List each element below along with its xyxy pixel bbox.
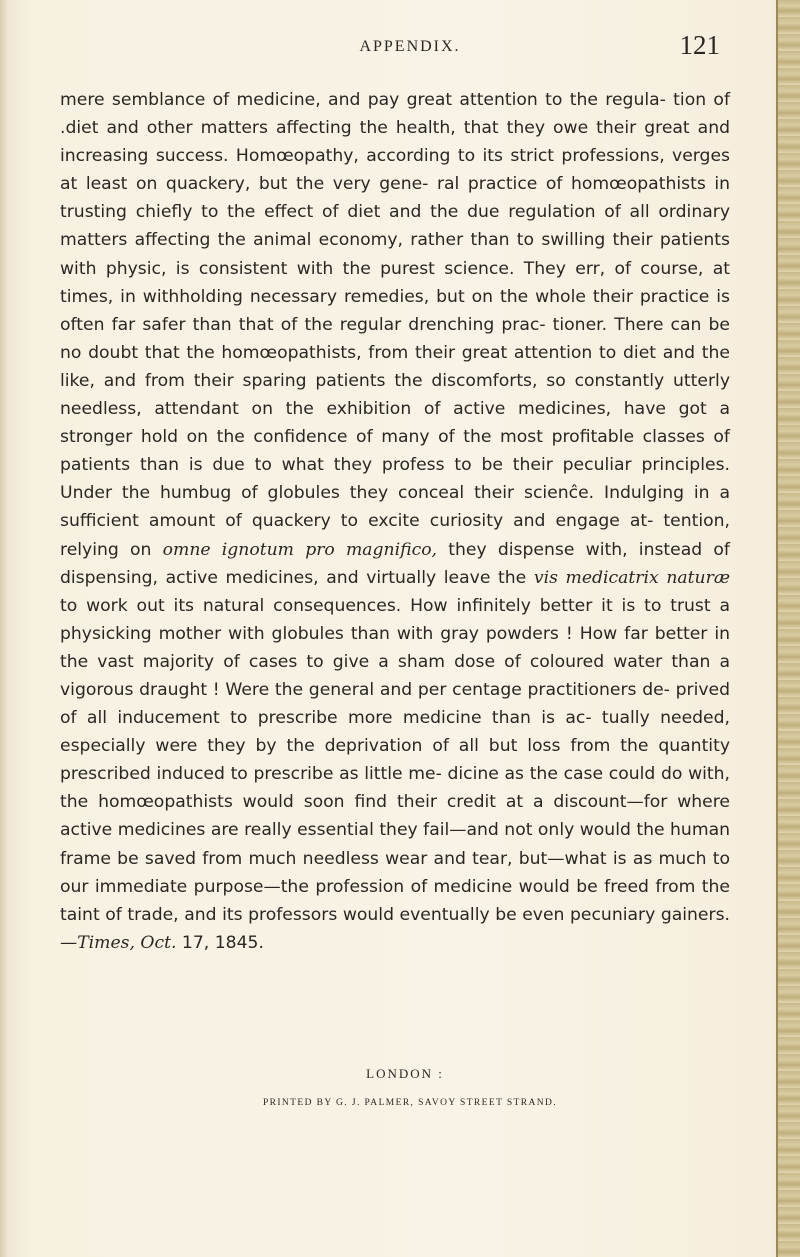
- imprint-printer: PRINTED BY G. J. PALMER, SAVOY STREET STRAND.: [262, 1098, 558, 1108]
- imprint-city: LONDON :: [366, 1066, 444, 1081]
- body-text-part-3: to work out its natural consequences. How infinitely better it is to trust a physicking mother with globules than with gray powders ! How far better in the vast majority of cases to give a sham dose of coloured water than a vigorous draught ! Were the general and per centage practitioners de- prived of all inducement to prescribe more medicine than is ac- tually needed, especially were they by the deprivation of all but loss from the quantity prescribed induced to prescribe as little me- dicine as the case could do with, the homœopathists would soon find their credit at a discount—for where active medicines are really essential they fail—and not only would the human frame be saved from much needless wear and tear, but—what is as much to our immediate purpose—the profession of medicine would be freed from the taint of trade, and its professors would eventually be even pecuniary gainers.—: [60, 595, 730, 953]
- page-left-edge: [0, 0, 8, 1257]
- page-number: 121: [679, 30, 720, 60]
- italic-latin-phrase-1: omne ignotum pro magnifico,: [162, 539, 438, 560]
- body-paragraph: [60, 86, 730, 957]
- running-head: APPENDIX.: [359, 38, 461, 55]
- body-text-part-1: mere semblance of medicine, and pay great attention to the regula- tion of .diet and other matters affecting the health, that they owe their great and increasing success. Homœopathy, according to its strict professions, verges at least on quackery, but the very gene- ral practice of homœopathists in trusting chiefly to the effect of diet and the due regulation of all ordinary matters affecting the animal economy, rather than to swilling their patients with physic, is consistent with the purest science. They err, of course, at times, in withholding necessary remedies, but on the whole their practice is often far safer than that of the regular drenching prac- tioner. There can be no doubt that the homœopathists, from their great attention to diet and the like, and from their sparing patients the discomforts, so constantly utterly needless, attendant on the exhibition of active medicines, have got a stronger hold on the confidence of many of the most profitable classes of patients than is due to what they profess to be their peculiar principles. Under the humbug of globules they conceal their scienĉe. Indulging in a sufficient amount of quackery to excite curiosity and engage at- tention, relying on: [60, 90, 730, 560]
- body-text-part-2: they dispense with, instead of dispensing, active medicines, and virtually leave the: [60, 539, 730, 588]
- page-binding-edge: [776, 0, 800, 1257]
- source-citation: Times, Oct.: [77, 932, 177, 953]
- source-date: 17, 1845.: [176, 932, 264, 953]
- italic-latin-phrase-2: vis medicatrix naturæ: [533, 567, 730, 588]
- page-header: [60, 30, 760, 66]
- imprint: [60, 1066, 730, 1108]
